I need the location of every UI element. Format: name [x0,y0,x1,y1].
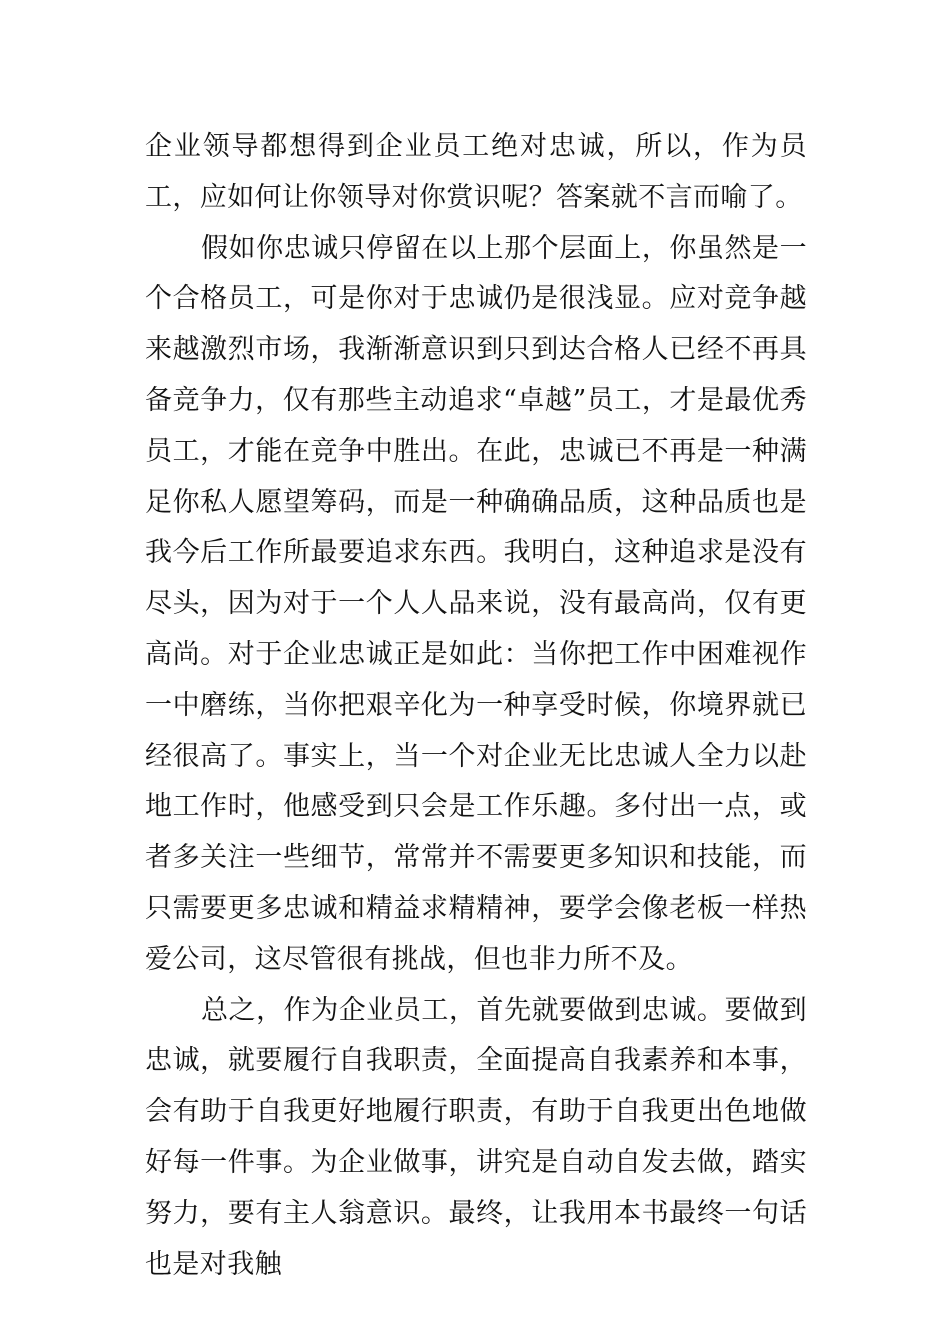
paragraph-1: 企业领导都想得到企业员工绝对忠诚，所以，作为员工，应如何让你领导对你赏识呢？答案就不言而喻了。 [145,131,807,213]
paragraph-3: 总之，作为企业员工，首先就要做到忠诚。要做到忠诚，就要履行自我职责，全面提高自我素养和本事，会有助于自我更好地履行职责，有助于自我更出色地做好每一件事。为企业做事，讲究是自动自发去做，踏实努力，要有主人翁意识。最终，让我用本书最终一句话也是对我触 [145,994,807,1280]
document-body [145,122,807,1290]
paragraph-2: 假如你忠诚只停留在以上那个层面上，你虽然是一个合格员工，可是你对于忠诚仍是很浅显。应对竞争越来越激烈市场，我渐渐意识到只到达合格人已经不再具备竞争力，仅有那些主动追求“卓越”员工，才是最优秀员工，才能在竞争中胜出。在此，忠诚已不再是一种满足你私人愿望筹码，而是一种确确品质，这种品质也是我今后工作所最要追求东西。我明白，这种追求是没有尽头，因为对于一个人人品来说，没有最高尚，仅有更高尚。对于企业忠诚正是如此：当你把工作中困难视作一中磨练，当你把艰辛化为一种享受时候，你境界就已经很高了。事实上，当一个对企业无比忠诚人全力以赴地工作时，他感受到只会是工作乐趣。多付出一点，或者多关注一些细节，常常并不需要更多知识和技能，而只需要更多忠诚和精益求精精神，要学会像老板一样热爱公司，这尽管很有挑战，但也非力所不及。 [145,232,807,975]
